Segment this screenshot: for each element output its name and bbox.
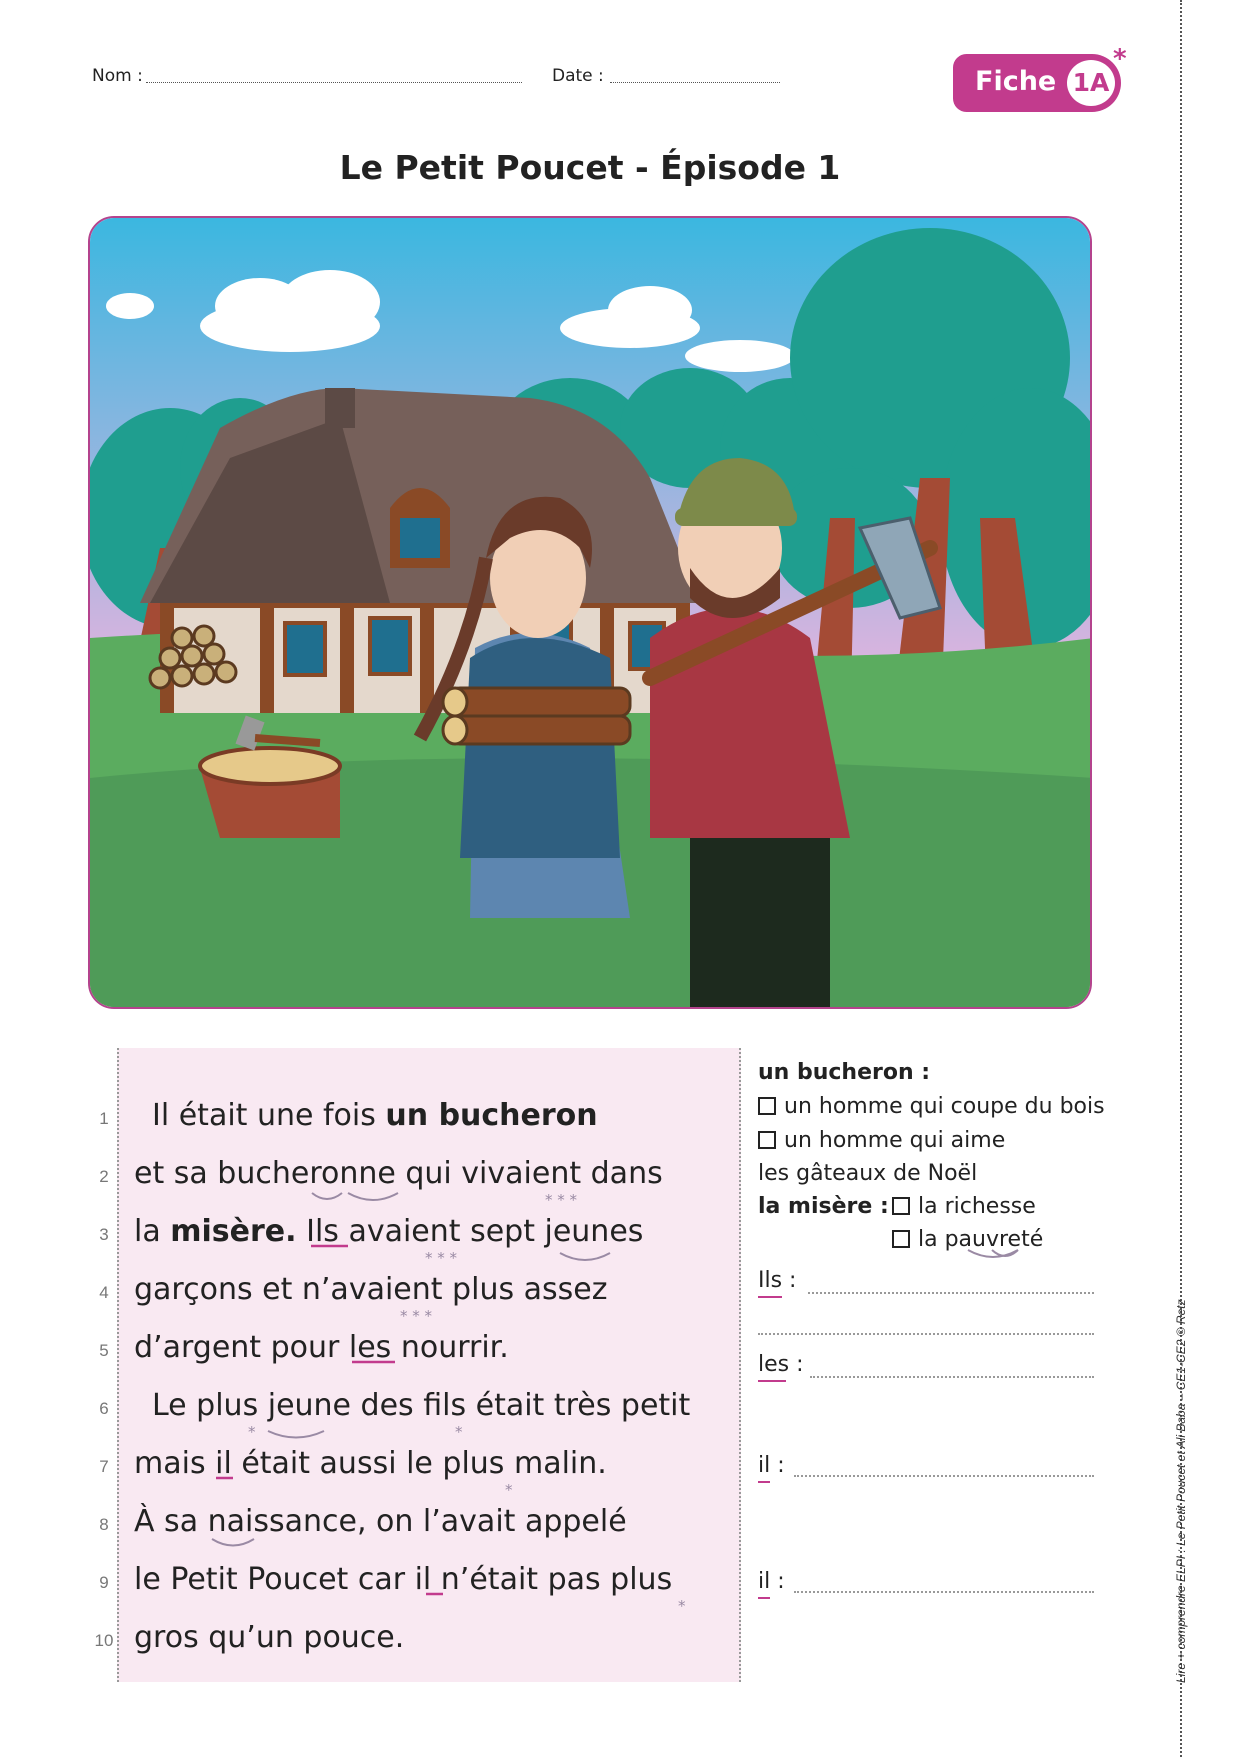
page-title: Le Petit Poucet - Épisode 1 <box>339 148 841 187</box>
date-field[interactable] <box>610 82 780 83</box>
answer-label-ils: Ils : <box>758 1268 797 1293</box>
story-line: le Petit Poucet car il n’était pas plus <box>134 1562 673 1597</box>
fiche-label: Fiche <box>975 66 1057 97</box>
line-number: 4 <box>99 1283 109 1302</box>
svg-text:*: * <box>678 1597 686 1615</box>
choice-bucheron-2-continued: les gâteaux de Noël <box>758 1161 978 1186</box>
story-line: garçons et n’avaient plus assez <box>134 1272 608 1307</box>
line-number: 10 <box>94 1631 114 1650</box>
story-line: Le plus jeune des fils était très petit <box>152 1388 691 1423</box>
checkbox[interactable] <box>758 1097 776 1115</box>
name-label: Nom : <box>92 66 143 86</box>
answer-field-les[interactable] <box>810 1376 1094 1378</box>
choice-bucheron-1[interactable]: un homme qui coupe du bois <box>758 1094 1105 1119</box>
line-number: 7 <box>99 1457 109 1476</box>
answer-field-il-2[interactable] <box>794 1591 1094 1593</box>
answer-field-ils[interactable] <box>808 1292 1094 1294</box>
pronoun-underline <box>758 1296 782 1298</box>
vocab-word-misere: misère. <box>170 1214 297 1249</box>
svg-text:* * *: * * * <box>425 1249 458 1267</box>
name-field[interactable] <box>146 82 522 83</box>
copyright-credit: Lire + comprendre ELPI : Le Petit Poucet et Ali Baba – CE1-CE2 © Retz <box>1174 1299 1188 1683</box>
story-illustration <box>88 216 1092 1009</box>
answer-field-ils-continued[interactable] <box>758 1333 1094 1335</box>
vocab-term-misere: la misère : <box>758 1194 889 1219</box>
svg-text:* * *: * * * <box>400 1307 433 1325</box>
fiche-badge <box>953 54 1121 112</box>
svg-text:*: * <box>248 1423 256 1441</box>
choice-bucheron-2[interactable]: un homme qui aime <box>758 1128 1005 1153</box>
story-line: Il était une fois un bucheron <box>152 1098 598 1133</box>
story-line: gros qu’un pouce. <box>134 1620 405 1655</box>
line-number: 1 <box>99 1109 109 1128</box>
choice-misere-2[interactable]: la pauvreté <box>892 1227 1043 1252</box>
star-icon: * <box>1113 44 1127 74</box>
answer-label-il-2: il : <box>758 1569 785 1594</box>
answer-field-il-1[interactable] <box>794 1475 1094 1477</box>
line-number: 2 <box>99 1167 109 1186</box>
line-number: 3 <box>99 1225 109 1244</box>
line-number: 8 <box>99 1515 109 1534</box>
checkbox[interactable] <box>892 1197 910 1215</box>
checkbox[interactable] <box>758 1131 776 1149</box>
answer-label-il-1: il : <box>758 1453 785 1478</box>
svg-text:* * *: * * * <box>545 1191 578 1209</box>
pronoun-underline <box>758 1380 786 1382</box>
woodcutter-scene-picture <box>90 218 1092 1009</box>
story-line: mais il était aussi le plus malin. <box>134 1446 607 1481</box>
line-number: 9 <box>99 1573 109 1592</box>
fiche-number: 1A <box>1067 60 1115 106</box>
line-number: 6 <box>99 1399 109 1418</box>
line-number: 5 <box>99 1341 109 1360</box>
story-line: et sa bucheronne qui vivaient dans <box>134 1156 663 1191</box>
choice-misere-1[interactable]: la richesse <box>892 1194 1036 1219</box>
pronoun-underline <box>758 1597 770 1599</box>
svg-text:*: * <box>455 1423 463 1441</box>
story-line: À sa naissance, on l’avait appelé <box>134 1504 627 1539</box>
answer-label-les: les : <box>758 1352 804 1377</box>
story-line: d’argent pour les nourrir. <box>134 1330 509 1365</box>
date-label: Date : <box>552 66 604 86</box>
story-line: la misère. Ils avaient sept jeunes <box>134 1214 644 1249</box>
vocab-word-bucheron: un bucheron <box>385 1098 598 1133</box>
checkbox[interactable] <box>892 1230 910 1248</box>
svg-text:*: * <box>505 1481 513 1499</box>
pronoun-underline <box>758 1481 770 1483</box>
vocab-term-bucheron: un bucheron : <box>758 1060 931 1085</box>
